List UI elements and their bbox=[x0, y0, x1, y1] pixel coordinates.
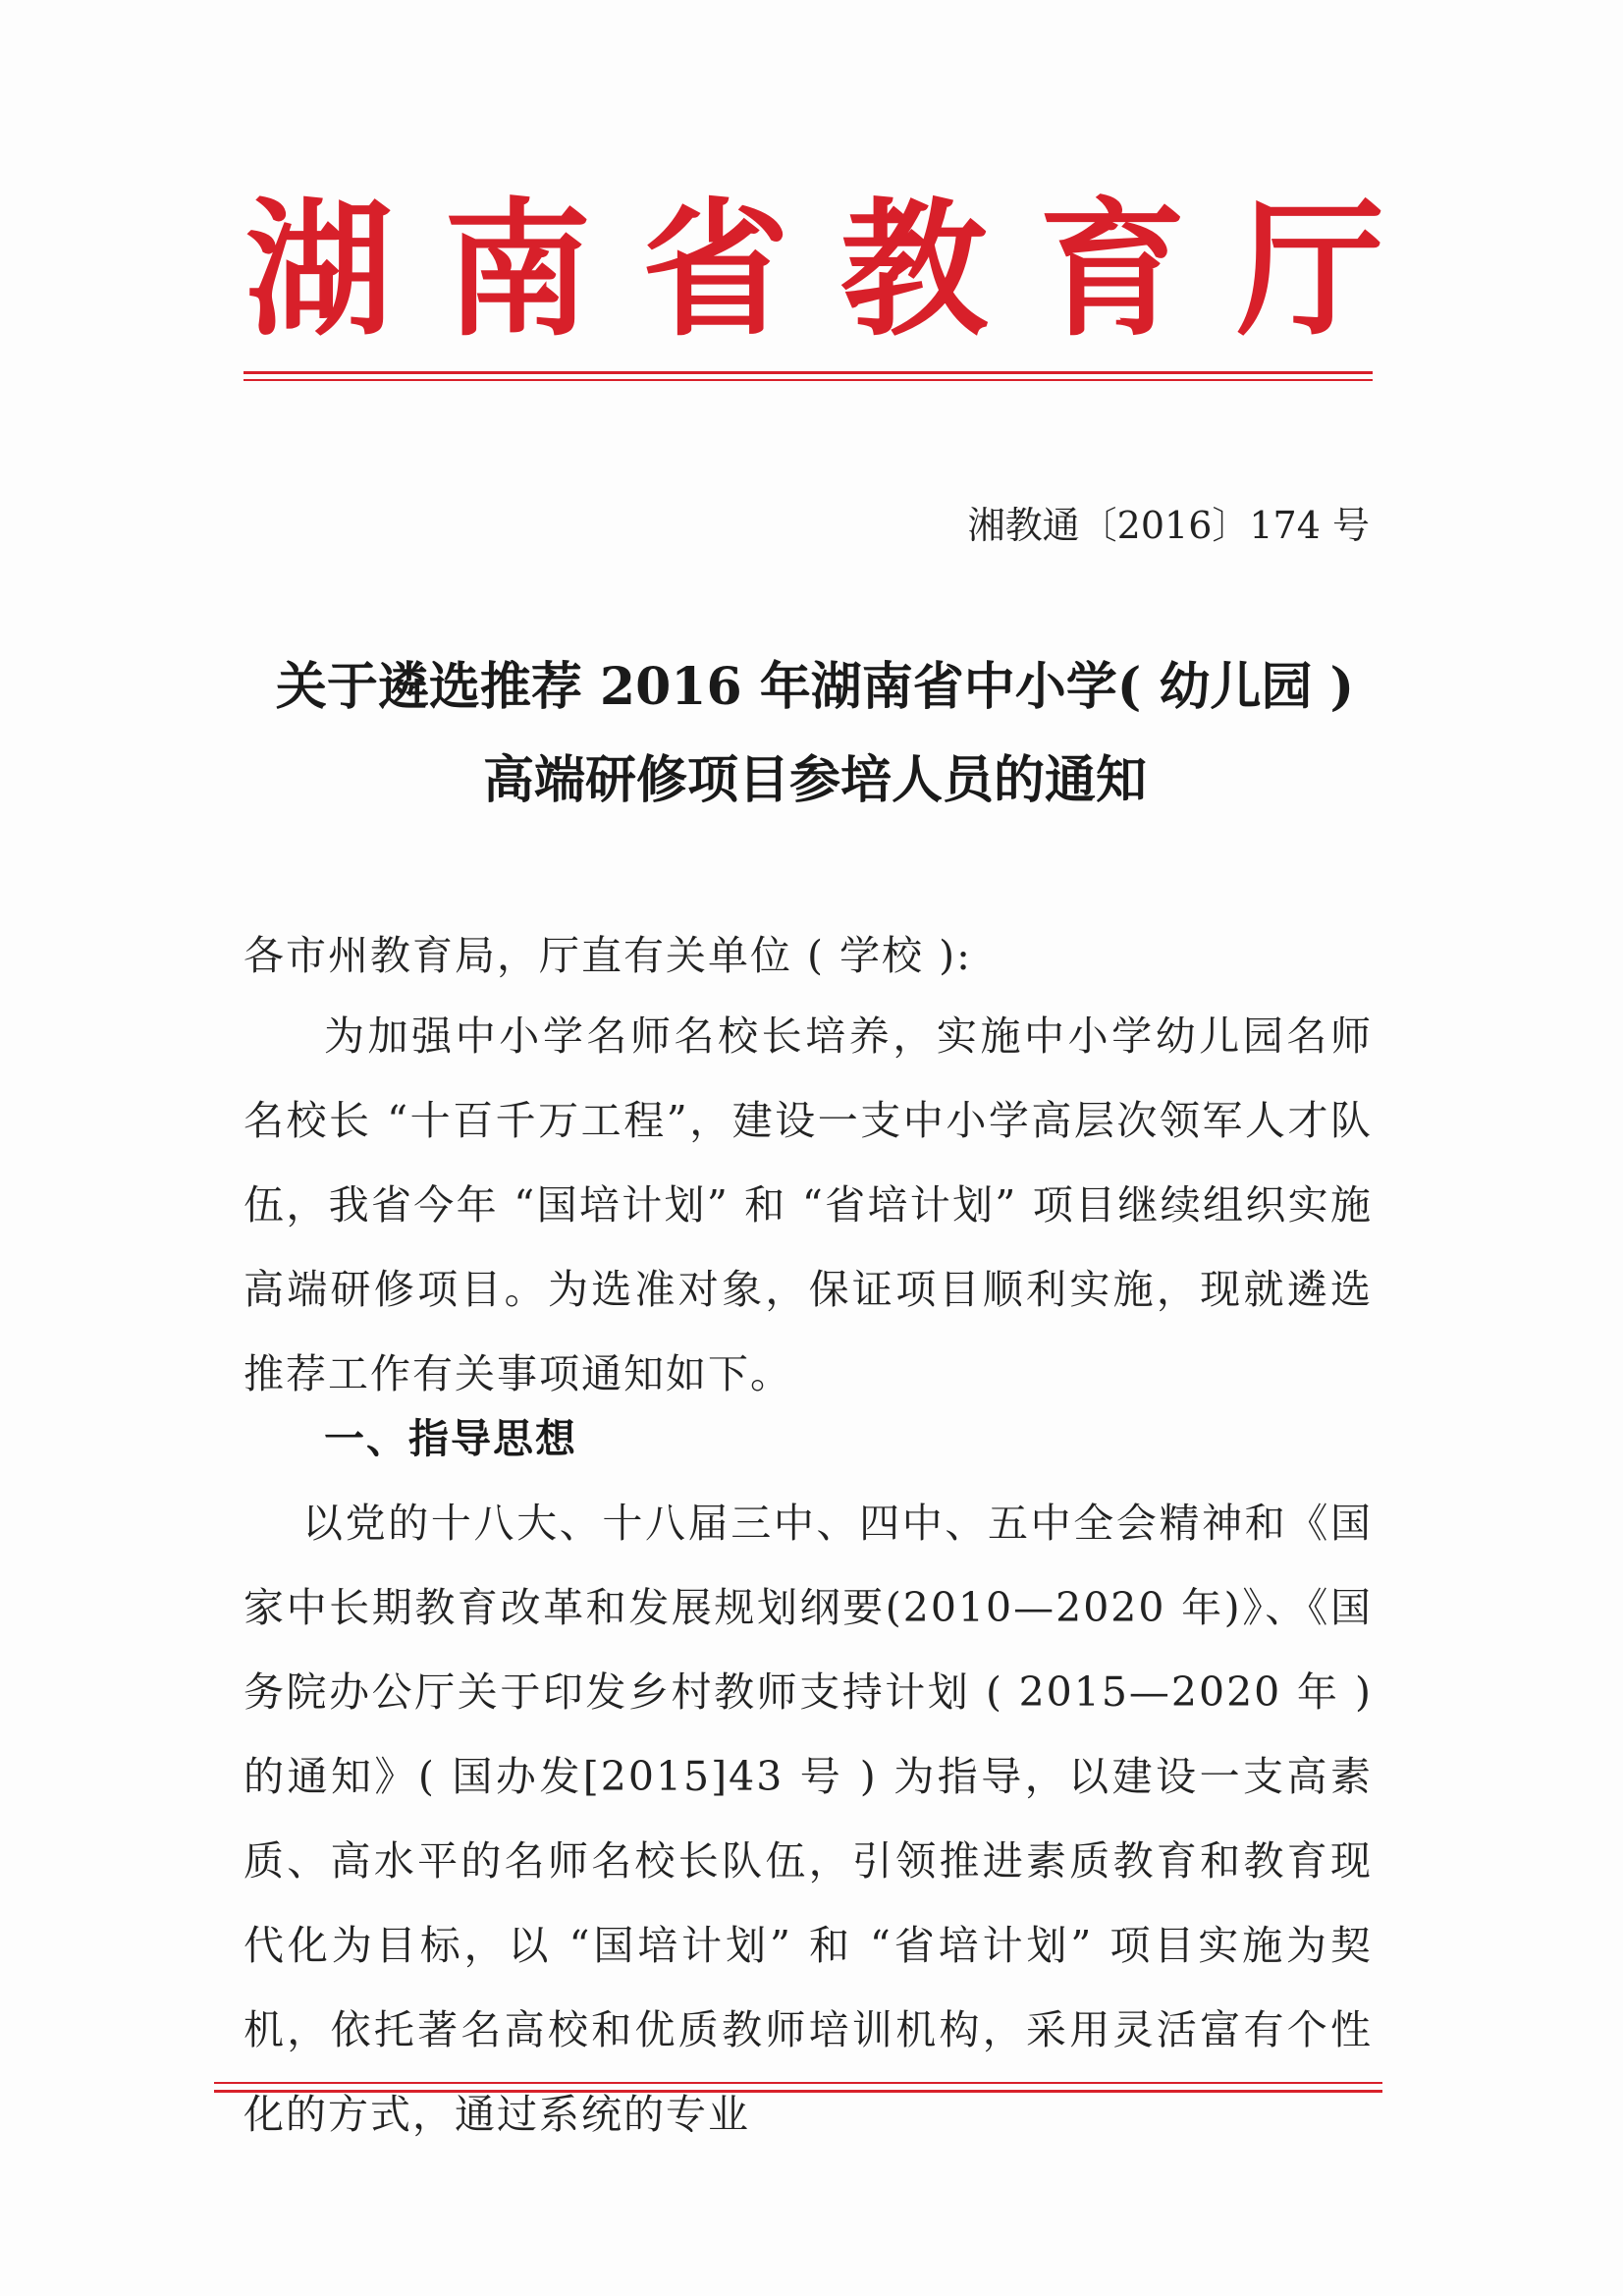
document-number: 湘教通〔2016〕174 号 bbox=[967, 504, 1370, 547]
masthead-char-6: 厅 bbox=[1236, 184, 1384, 356]
masthead-char-5: 育 bbox=[1038, 184, 1186, 356]
body-paragraph-2: 以党的十八大、十八届三中、四中、五中全会精神和《国家中长期教育改革和发展规划纲要(2010—2020 年)》、《国务院办公厅关于印发乡村教师支持计划 ( 2015—2020 年 ) 的通知》( 国办发[2015]43 号 ) 为指导，以建设一支高素质、高水平的名师名校长队伍，引领推进素质教育和教育现代化为目标，以 “国培计划” 和 “省培计划” 项目实施为契机，依托著名高校和优质教师培训机构，采用灵活富有个性化的方式，通过系统的专业 bbox=[243, 1500, 1373, 2138]
masthead-char-1: 湖 bbox=[245, 184, 394, 356]
section-heading-1: 一、指导思想 bbox=[324, 1415, 577, 1462]
masthead-red-rule-bottom bbox=[243, 379, 1373, 381]
masthead-char-3: 省 bbox=[641, 184, 789, 356]
masthead-char-4: 教 bbox=[839, 184, 988, 356]
document-title-line-1: 关于遴选推荐 2016 年湖南省中小学( 幼儿园 ) bbox=[275, 657, 1355, 717]
body-paragraph-1: 为加强中小学名师名校长培养，实施中小学幼儿园名师名校长 “十百千万工程”，建设一支中小学高层次领军人才队伍，我省今年 “国培计划” 和 “省培计划” 项目继续组织实施高端研修项目。为选准对象，保证项目顺利实施，现就遴选推荐工作有关事项通知如下。 bbox=[243, 1012, 1373, 1397]
masthead-title bbox=[245, 182, 1384, 358]
footer-red-rule-bottom bbox=[214, 2090, 1382, 2093]
document-title-line-2: 高端研修项目参培人员的通知 bbox=[482, 750, 1147, 810]
masthead-red-rule-top bbox=[243, 371, 1373, 374]
masthead-char-2: 南 bbox=[443, 184, 591, 356]
footer-red-rule-top bbox=[214, 2082, 1382, 2084]
salutation: 各市州教育局，厅直有关单位 ( 学校 ): bbox=[243, 932, 972, 979]
